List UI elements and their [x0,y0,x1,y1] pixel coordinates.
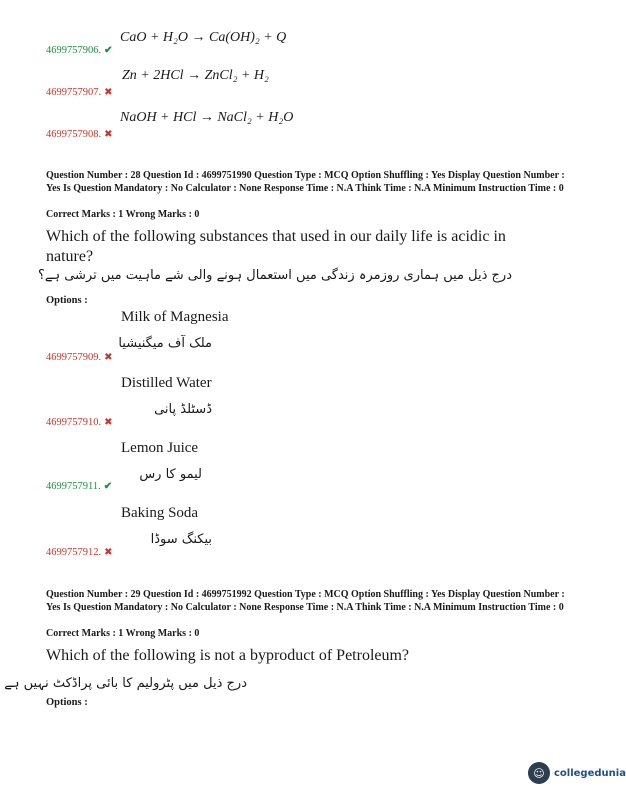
wrong-cross-icon: ✖ [104,352,113,363]
option-id: 4699757906. [46,45,102,56]
option-id: 4699757909. [46,352,102,363]
option-row [46,124,113,142]
option-row [46,542,113,560]
question-header: Question Number : 29 Question Id : 4699751992 Question Type : MCQ Option Shuffling : Yes Display Question Number : Yes Is Question Mandatory : No Calculator : None Response Time : N.A Think Time : N.A Minimum Instruction Time : 0 [46,589,565,613]
option-text: Distilled Water [121,375,212,391]
option-text-urdu: ملک آف میگنیشیا [118,336,212,351]
option-id: 4699757907. [46,87,102,98]
question-marks: Correct Marks : 1 Wrong Marks : 0 [46,209,200,220]
question-header: Question Number : 28 Question Id : 4699751990 Question Type : MCQ Option Shuffling : Yes Display Question Number : Yes Is Question Mandatory : No Calculator : None Response Time : N.A Think Time : N.A Minimum Instruction Time : 0 [46,170,565,194]
question-text-urdu: درج ذیل میں ہماری روزمرہ زندگی میں استعمال ہونے والی شے ماہیت میں ترشی ہے؟ [37,268,512,283]
question-text-urdu: درج ذیل میں پٹرولیم کا بائی پراڈکٹ نہیں ہے [4,676,247,691]
option-id: 4699757911. [46,481,101,492]
option-row [46,412,113,430]
option-equation: CaO + H₂O → Ca(OH)₂ + Q [120,30,287,45]
question-text: Which of the following substances that used in our daily life is acidic in nature? [46,228,506,265]
wrong-cross-icon: ✖ [104,87,113,98]
correct-check-icon: ✔ [104,45,113,56]
wrong-cross-icon: ✖ [104,547,113,558]
option-id: 4699757908. [46,129,102,140]
option-text: Baking Soda [121,505,199,521]
option-equation: NaOH + HCl → NaCl₂ + H₂O [120,110,294,125]
wrong-cross-icon: ✖ [104,417,113,428]
wrong-cross-icon: ✖ [104,129,113,140]
option-text-urdu: ڈسٹلڈ پانی [154,402,212,417]
option-row [46,476,112,494]
mascot-icon: ☺ [528,762,550,784]
option-text: Lemon Juice [121,440,199,456]
collegedunia-logo [528,762,626,784]
option-id: 4699757912. [46,547,102,558]
option-row [46,40,113,58]
option-text-urdu: لیمو کا رس [139,467,202,482]
question-text: Which of the following is not a byproduct of Petroleum? [46,647,410,664]
option-text-urdu: بیکنگ سوڈا [150,532,212,547]
option-row [46,347,113,365]
options-label: Options : [46,697,88,708]
question-marks: Correct Marks : 1 Wrong Marks : 0 [46,628,200,639]
option-row [46,82,113,100]
option-id: 4699757910. [46,417,102,428]
correct-check-icon: ✔ [103,481,113,492]
option-equation: Zn + 2HCl → ZnCl₂ + H₂ [122,68,269,83]
options-label: Options : [46,295,88,306]
logo-text: collegedunia [554,767,626,779]
option-text: Milk of Magnesia [121,309,229,325]
